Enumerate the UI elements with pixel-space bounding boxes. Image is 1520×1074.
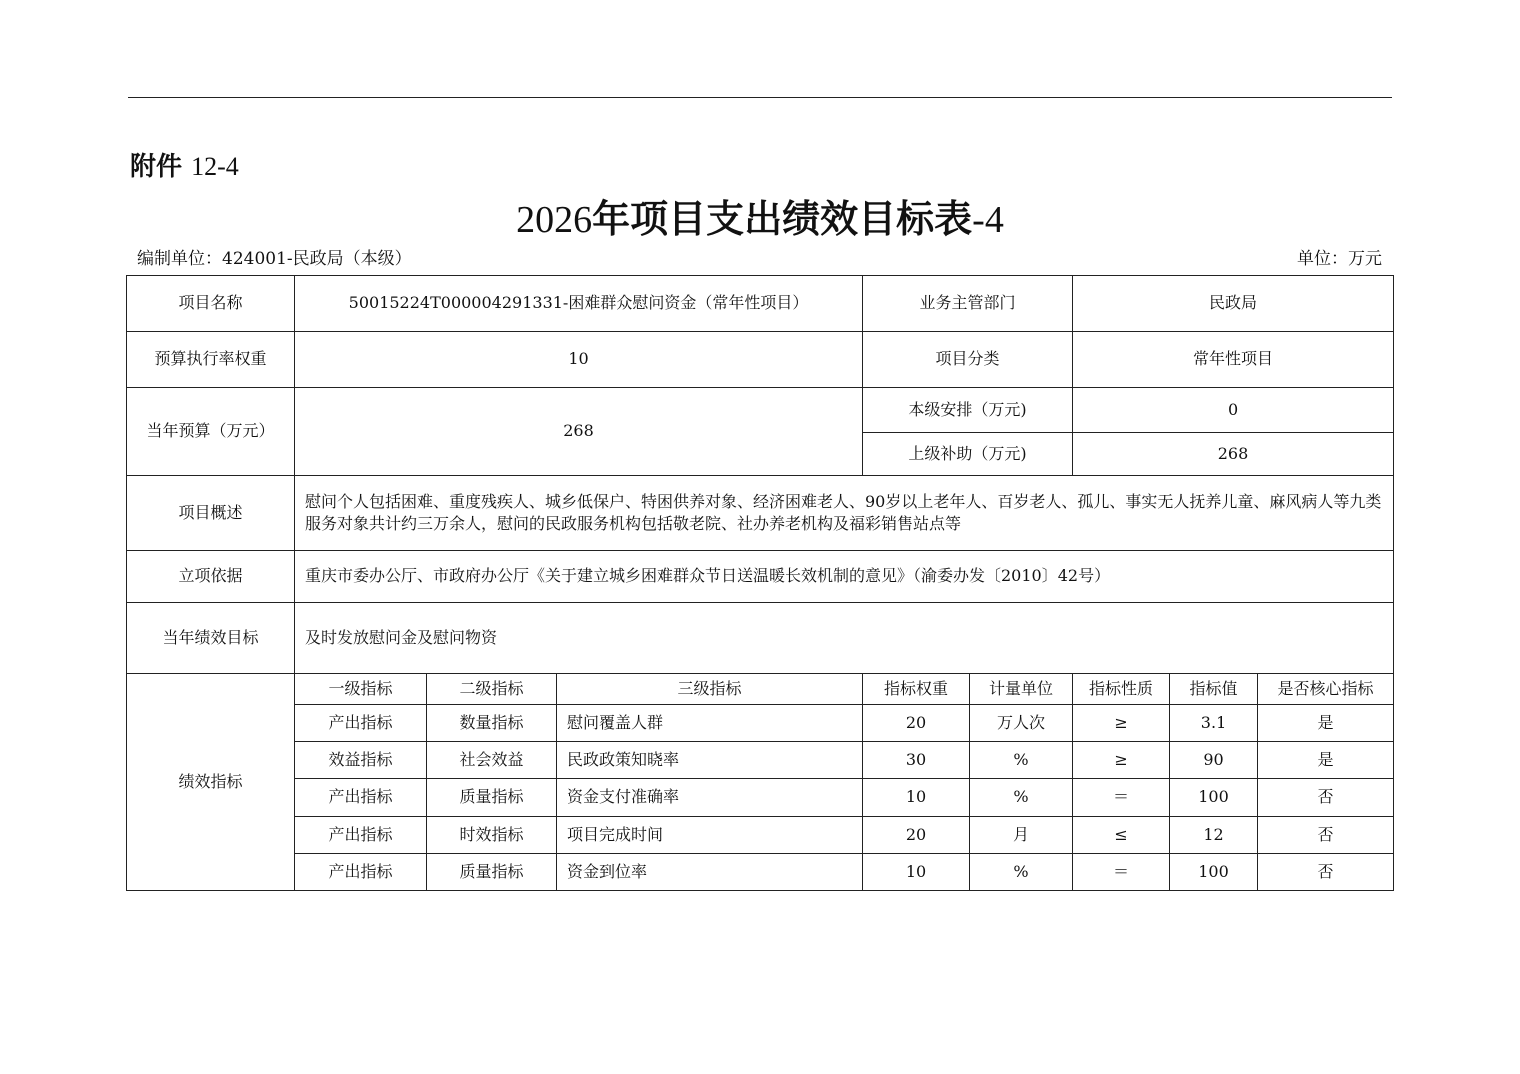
table-row — [127, 742, 1394, 779]
cell-level1: 产出指标 — [295, 779, 427, 817]
basis-value: 重庆市委办公厅、市政府办公厅《关于建立城乡困难群众节日送温暖长效机制的意见》（渝委办发〔2010〕42号） — [295, 551, 1394, 603]
cell-value: 100 — [1170, 779, 1258, 817]
overview-value: 慰问个人包括困难、重度残疾人、城乡低保户、特困供养对象、经济困难老人、90岁以上老年人、百岁老人、孤儿、事实无人抚养儿童、麻风病人等九类服务对象共计约三万余人，慰问的民政服务机构包括敬老院、社办养老机构及福彩销售站点等 — [295, 476, 1394, 551]
cell-weight: 20 — [863, 817, 970, 854]
budget-value: 268 — [295, 388, 863, 476]
cell-level1: 效益指标 — [295, 742, 427, 779]
cell-level2: 质量指标 — [427, 779, 557, 817]
attachment-label — [130, 146, 239, 183]
budget-label: 当年预算（万元） — [127, 388, 295, 476]
cell-level1: 产出指标 — [295, 854, 427, 891]
table-row — [127, 779, 1394, 817]
cell-level3: 资金支付准确率 — [557, 779, 863, 817]
upper-value: 268 — [1073, 433, 1394, 476]
attachment-number: 12-4 — [191, 152, 239, 181]
cell-value: 90 — [1170, 742, 1258, 779]
indicator-section-label: 绩效指标 — [127, 674, 295, 891]
cell-level3: 项目完成时间 — [557, 817, 863, 854]
upper-label: 上级补助（万元) — [863, 433, 1073, 476]
header-unit: 计量单位 — [970, 674, 1073, 705]
header-level3: 三级指标 — [557, 674, 863, 705]
cell-weight: 30 — [863, 742, 970, 779]
title-year: 2026 — [516, 199, 593, 241]
row-overview — [127, 476, 1394, 551]
cell-level1: 产出指标 — [295, 705, 427, 742]
cell-value: 3.1 — [1170, 705, 1258, 742]
header-nature: 指标性质 — [1073, 674, 1170, 705]
cell-weight: 10 — [863, 779, 970, 817]
table-row — [127, 817, 1394, 854]
cell-level3: 资金到位率 — [557, 854, 863, 891]
header-value: 指标值 — [1170, 674, 1258, 705]
header-rule — [128, 97, 1392, 98]
money-unit: 单位：万元 — [1297, 249, 1382, 269]
row-budget-local — [127, 388, 1394, 433]
cell-level2: 时效指标 — [427, 817, 557, 854]
row-weight — [127, 332, 1394, 388]
category-value: 常年性项目 — [1073, 332, 1394, 388]
header-level2: 二级指标 — [427, 674, 557, 705]
table-row — [127, 854, 1394, 891]
cell-value: 100 — [1170, 854, 1258, 891]
cell-nature: ≥ — [1073, 705, 1170, 742]
basis-label: 立项依据 — [127, 551, 295, 603]
cell-value: 12 — [1170, 817, 1258, 854]
cell-level2: 数量指标 — [427, 705, 557, 742]
indicator-header-row — [127, 674, 1394, 705]
goal-label: 当年绩效目标 — [127, 603, 295, 674]
table-row — [127, 705, 1394, 742]
header-core: 是否核心指标 — [1258, 674, 1394, 705]
cell-unit: % — [970, 779, 1073, 817]
project-name-value: 50015224T000004291331-困难群众慰问资金（常年性项目） — [295, 276, 863, 332]
cell-unit: % — [970, 742, 1073, 779]
row-goal — [127, 603, 1394, 674]
title-text: 年项目支出绩效目标表 — [592, 197, 973, 241]
cell-core: 是 — [1258, 705, 1394, 742]
local-value: 0 — [1073, 388, 1394, 433]
goal-value: 及时发放慰问金及慰问物资 — [295, 603, 1394, 674]
cell-unit: 万人次 — [970, 705, 1073, 742]
dept-label: 业务主管部门 — [863, 276, 1073, 332]
cell-core: 否 — [1258, 779, 1394, 817]
local-label: 本级安排（万元) — [863, 388, 1073, 433]
cell-core: 是 — [1258, 742, 1394, 779]
cell-nature: ＝ — [1073, 854, 1170, 891]
title-suffix: -4 — [972, 199, 1004, 241]
performance-target-table — [126, 275, 1394, 891]
header-weight: 指标权重 — [863, 674, 970, 705]
overview-label: 项目概述 — [127, 476, 295, 551]
dept-value: 民政局 — [1073, 276, 1394, 332]
weight-label: 预算执行率权重 — [127, 332, 295, 388]
page-title — [0, 188, 1520, 243]
cell-weight: 20 — [863, 705, 970, 742]
category-label: 项目分类 — [863, 332, 1073, 388]
project-name-label: 项目名称 — [127, 276, 295, 332]
cell-nature: ≤ — [1073, 817, 1170, 854]
cell-unit: 月 — [970, 817, 1073, 854]
cell-level3: 慰问覆盖人群 — [557, 705, 863, 742]
cell-level2: 质量指标 — [427, 854, 557, 891]
cell-nature: ＝ — [1073, 779, 1170, 817]
compiling-unit: 编制单位：424001-民政局（本级） — [137, 249, 412, 269]
cell-nature: ≥ — [1073, 742, 1170, 779]
cell-level2: 社会效益 — [427, 742, 557, 779]
header-level1: 一级指标 — [295, 674, 427, 705]
row-project-name — [127, 276, 1394, 332]
cell-weight: 10 — [863, 854, 970, 891]
attachment-text: 附件 — [130, 152, 183, 182]
cell-core: 否 — [1258, 854, 1394, 891]
row-basis — [127, 551, 1394, 603]
weight-value: 10 — [295, 332, 863, 388]
cell-core: 否 — [1258, 817, 1394, 854]
cell-level3: 民政政策知晓率 — [557, 742, 863, 779]
cell-level1: 产出指标 — [295, 817, 427, 854]
cell-unit: % — [970, 854, 1073, 891]
